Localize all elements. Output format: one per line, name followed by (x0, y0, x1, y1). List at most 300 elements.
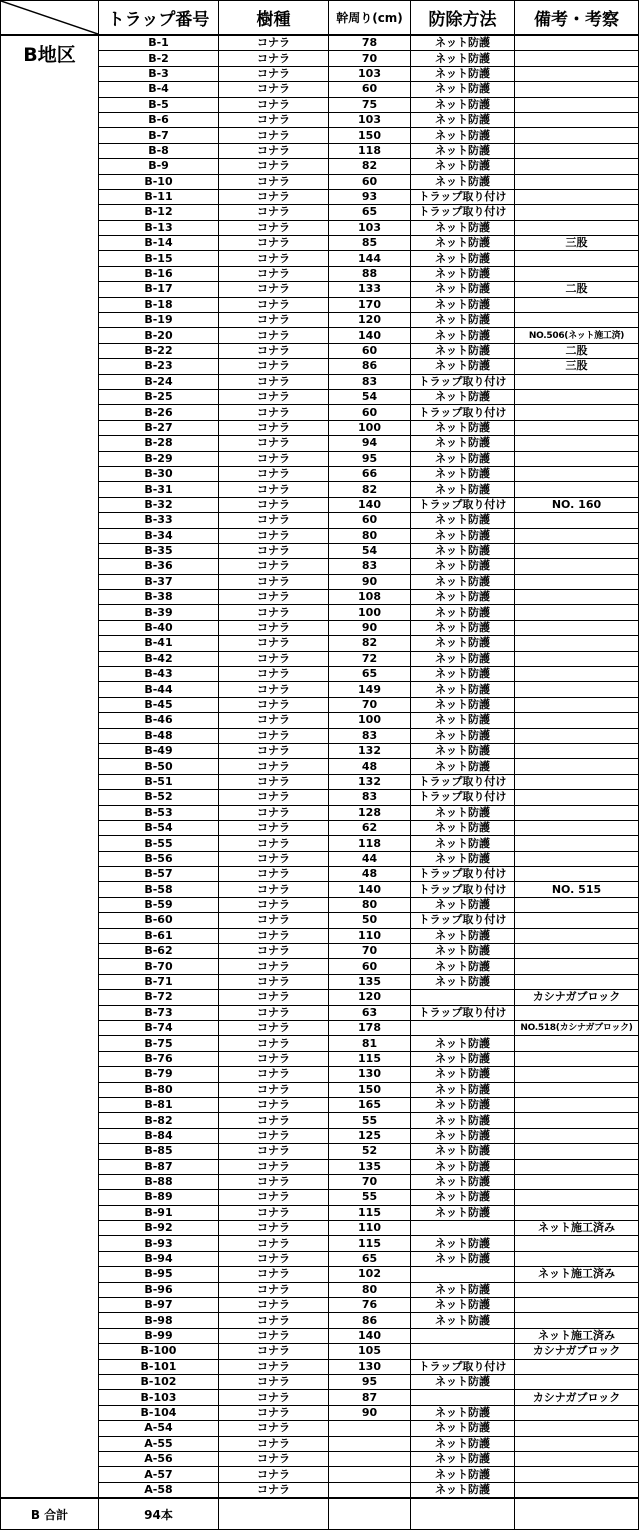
header-row (1, 1, 639, 36)
trunk-girth-cell: 120 (329, 313, 411, 328)
remarks-cell (515, 590, 639, 605)
trunk-girth-cell (329, 1436, 411, 1451)
trap-number-cell: B-18 (99, 297, 219, 312)
tree-species-cell: コナラ (219, 1374, 329, 1389)
trunk-girth-cell: 130 (329, 1067, 411, 1082)
control-method-cell: ネット防護 (411, 1113, 515, 1128)
trap-number-cell: B-100 (99, 1344, 219, 1359)
trap-number-cell: B-13 (99, 220, 219, 235)
tree-species-cell: コナラ (219, 1421, 329, 1436)
trunk-girth-cell: 75 (329, 97, 411, 112)
remarks-cell (515, 928, 639, 943)
tree-species-cell: コナラ (219, 590, 329, 605)
trunk-girth-cell: 70 (329, 697, 411, 712)
remarks-cell: カシナガブロック (515, 1344, 639, 1359)
control-method-cell (411, 1267, 515, 1282)
trunk-girth-cell: 110 (329, 928, 411, 943)
control-method-cell: ネット防護 (411, 389, 515, 404)
tree-species-cell: コナラ (219, 1051, 329, 1066)
control-method-cell: ネット防護 (411, 1036, 515, 1051)
control-method-cell: ネット防護 (411, 313, 515, 328)
tree-species-cell: コナラ (219, 66, 329, 81)
trap-number-cell: A-58 (99, 1482, 219, 1498)
trunk-girth-cell: 103 (329, 66, 411, 81)
total-count: 94本 (99, 1498, 219, 1530)
tree-species-cell: コナラ (219, 51, 329, 66)
control-method-cell: トラップ取り付け (411, 867, 515, 882)
tree-species-cell: コナラ (219, 651, 329, 666)
control-method-cell: トラップ取り付け (411, 913, 515, 928)
tree-species-cell: コナラ (219, 1159, 329, 1174)
tree-species-cell: コナラ (219, 1313, 329, 1328)
remarks-cell (515, 1282, 639, 1297)
remarks-cell: カシナガブロック (515, 990, 639, 1005)
trunk-girth-cell: 48 (329, 867, 411, 882)
total-empty-cell (411, 1498, 515, 1530)
remarks-cell (515, 35, 639, 51)
trunk-girth-cell: 80 (329, 528, 411, 543)
control-method-cell: ネット防護 (411, 559, 515, 574)
trunk-girth-cell: 83 (329, 559, 411, 574)
tree-species-cell: コナラ (219, 1328, 329, 1343)
remarks-cell (515, 1298, 639, 1313)
control-method-cell: ネット防護 (411, 928, 515, 943)
remarks-cell (515, 66, 639, 81)
control-method-cell: ネット防護 (411, 1482, 515, 1498)
control-method-cell: トラップ取り付け (411, 882, 515, 897)
trap-number-cell: B-59 (99, 897, 219, 912)
trunk-girth-cell: 80 (329, 897, 411, 912)
trunk-girth-cell: 55 (329, 1113, 411, 1128)
trunk-girth-cell (329, 1451, 411, 1466)
trap-number-cell: A-54 (99, 1421, 219, 1436)
remarks-cell (515, 1421, 639, 1436)
trunk-girth-cell: 105 (329, 1344, 411, 1359)
trunk-girth-cell: 100 (329, 713, 411, 728)
trunk-girth-cell: 108 (329, 590, 411, 605)
control-method-cell: ネット防護 (411, 574, 515, 589)
control-method-cell: ネット防護 (411, 759, 515, 774)
tree-species-cell: コナラ (219, 759, 329, 774)
trunk-girth-cell: 78 (329, 35, 411, 51)
remarks-cell (515, 667, 639, 682)
trunk-girth-cell: 87 (329, 1390, 411, 1405)
trap-number-cell: B-3 (99, 66, 219, 81)
trap-number-cell: B-9 (99, 159, 219, 174)
tree-species-cell: コナラ (219, 220, 329, 235)
remarks-cell (515, 1174, 639, 1189)
trap-number-cell: B-60 (99, 913, 219, 928)
trunk-girth-cell: 54 (329, 543, 411, 558)
remarks-cell (515, 1205, 639, 1220)
trunk-girth-cell (329, 1482, 411, 1498)
trunk-girth-cell: 66 (329, 466, 411, 481)
control-method-cell: ネット防護 (411, 451, 515, 466)
trap-number-cell: B-33 (99, 513, 219, 528)
trap-number-cell: B-96 (99, 1282, 219, 1297)
table-body (1, 35, 639, 1498)
remarks-cell (515, 543, 639, 558)
tree-species-cell: コナラ (219, 528, 329, 543)
control-method-cell: ネット防護 (411, 805, 515, 820)
tree-species-cell: コナラ (219, 436, 329, 451)
tree-species-cell: コナラ (219, 1005, 329, 1020)
trunk-girth-cell: 60 (329, 513, 411, 528)
trunk-girth-cell: 60 (329, 343, 411, 358)
remarks-cell (515, 82, 639, 97)
control-method-cell: ネット防護 (411, 266, 515, 281)
tree-species-cell: コナラ (219, 313, 329, 328)
trunk-girth-cell: 82 (329, 636, 411, 651)
trap-number-cell: B-97 (99, 1298, 219, 1313)
trunk-girth-cell: 118 (329, 143, 411, 158)
trap-number-cell: B-24 (99, 374, 219, 389)
tree-species-cell: コナラ (219, 928, 329, 943)
remarks-cell (515, 313, 639, 328)
trap-number-cell: B-99 (99, 1328, 219, 1343)
tree-species-cell: コナラ (219, 1405, 329, 1420)
trap-number-cell: B-93 (99, 1236, 219, 1251)
trunk-girth-cell: 90 (329, 620, 411, 635)
tree-species-cell: コナラ (219, 636, 329, 651)
tree-species-cell: コナラ (219, 1174, 329, 1189)
remarks-cell (515, 774, 639, 789)
trunk-girth-cell: 115 (329, 1236, 411, 1251)
tree-species-cell: コナラ (219, 35, 329, 51)
remarks-cell (515, 513, 639, 528)
remarks-cell (515, 405, 639, 420)
trunk-girth-cell: 149 (329, 682, 411, 697)
remarks-cell (515, 836, 639, 851)
tree-species-cell: コナラ (219, 1390, 329, 1405)
trap-number-cell: B-74 (99, 1021, 219, 1036)
remarks-cell (515, 959, 639, 974)
trunk-girth-cell: 81 (329, 1036, 411, 1051)
remarks-cell (515, 1036, 639, 1051)
trunk-girth-cell: 54 (329, 389, 411, 404)
remarks-cell: 三股 (515, 236, 639, 251)
control-method-cell: ネット防護 (411, 66, 515, 81)
trunk-girth-cell: 100 (329, 420, 411, 435)
trap-number-cell: B-55 (99, 836, 219, 851)
trap-number-cell: B-28 (99, 436, 219, 451)
trunk-girth-cell: 170 (329, 297, 411, 312)
trap-number-cell: B-36 (99, 559, 219, 574)
tree-species-cell: コナラ (219, 236, 329, 251)
trap-number-cell: B-71 (99, 974, 219, 989)
trap-number-cell: B-62 (99, 944, 219, 959)
trunk-girth-cell: 133 (329, 282, 411, 297)
control-method-cell: ネット防護 (411, 697, 515, 712)
remarks-cell (515, 759, 639, 774)
remarks-cell: NO. 515 (515, 882, 639, 897)
remarks-cell (515, 620, 639, 635)
tree-species-cell: コナラ (219, 743, 329, 758)
remarks-cell (515, 1482, 639, 1498)
tree-species-cell: コナラ (219, 620, 329, 635)
header-trunk-girth: 幹周り(cm) (329, 1, 411, 36)
trap-number-cell: B-76 (99, 1051, 219, 1066)
tree-species-cell: コナラ (219, 205, 329, 220)
remarks-cell (515, 1159, 639, 1174)
remarks-cell (515, 805, 639, 820)
remarks-cell (515, 1113, 639, 1128)
trunk-girth-cell: 118 (329, 836, 411, 851)
trap-number-cell: B-80 (99, 1082, 219, 1097)
tree-species-cell: コナラ (219, 405, 329, 420)
control-method-cell: ネット防護 (411, 1097, 515, 1112)
control-method-cell (411, 1221, 515, 1236)
tree-species-cell: コナラ (219, 944, 329, 959)
trunk-girth-cell: 150 (329, 1082, 411, 1097)
control-method-cell: ネット防護 (411, 1159, 515, 1174)
trap-number-cell: B-103 (99, 1390, 219, 1405)
tree-species-cell: コナラ (219, 513, 329, 528)
trap-number-cell: B-50 (99, 759, 219, 774)
tree-species-cell: コナラ (219, 774, 329, 789)
tree-species-cell: コナラ (219, 297, 329, 312)
control-method-cell: ネット防護 (411, 620, 515, 635)
tree-species-cell: コナラ (219, 128, 329, 143)
trunk-girth-cell: 132 (329, 743, 411, 758)
trap-number-cell: B-73 (99, 1005, 219, 1020)
remarks-cell (515, 1236, 639, 1251)
tree-species-cell: コナラ (219, 266, 329, 281)
trunk-girth-cell: 60 (329, 82, 411, 97)
control-method-cell: トラップ取り付け (411, 374, 515, 389)
trap-number-cell: B-41 (99, 636, 219, 651)
tree-species-cell: コナラ (219, 143, 329, 158)
tree-species-cell: コナラ (219, 897, 329, 912)
trap-number-cell: B-40 (99, 620, 219, 635)
control-method-cell: ネット防護 (411, 51, 515, 66)
control-method-cell (411, 1328, 515, 1343)
control-method-cell: ネット防護 (411, 1144, 515, 1159)
control-method-cell: ネット防護 (411, 1467, 515, 1482)
tree-species-cell: コナラ (219, 974, 329, 989)
control-method-cell: トラップ取り付け (411, 205, 515, 220)
tree-species-cell: コナラ (219, 1436, 329, 1451)
control-method-cell: ネット防護 (411, 482, 515, 497)
control-method-cell (411, 1021, 515, 1036)
control-method-cell: ネット防護 (411, 1282, 515, 1297)
control-method-cell: ネット防護 (411, 128, 515, 143)
trap-number-cell: B-26 (99, 405, 219, 420)
tree-species-cell: コナラ (219, 913, 329, 928)
control-method-cell: ネット防護 (411, 1082, 515, 1097)
control-method-cell: ネット防護 (411, 35, 515, 51)
control-method-cell: ネット防護 (411, 682, 515, 697)
tree-species-cell: コナラ (219, 1144, 329, 1159)
tree-species-cell: コナラ (219, 559, 329, 574)
tree-species-cell: コナラ (219, 359, 329, 374)
trunk-girth-cell: 65 (329, 205, 411, 220)
trunk-girth-cell: 86 (329, 359, 411, 374)
remarks-cell (515, 1251, 639, 1266)
control-method-cell: ネット防護 (411, 1436, 515, 1451)
table-row (1, 35, 639, 51)
remarks-cell (515, 728, 639, 743)
trap-number-cell: B-98 (99, 1313, 219, 1328)
remarks-cell (515, 112, 639, 127)
trunk-girth-cell: 62 (329, 820, 411, 835)
remarks-cell (515, 944, 639, 959)
tree-species-cell: コナラ (219, 466, 329, 481)
remarks-cell: 二股 (515, 282, 639, 297)
trap-number-cell: B-39 (99, 605, 219, 620)
trap-number-cell: B-34 (99, 528, 219, 543)
trap-number-cell: B-29 (99, 451, 219, 466)
remarks-cell (515, 466, 639, 481)
tree-species-cell: コナラ (219, 451, 329, 466)
trap-number-cell: B-8 (99, 143, 219, 158)
trunk-girth-cell: 83 (329, 374, 411, 389)
tree-species-cell: コナラ (219, 374, 329, 389)
control-method-cell: ネット防護 (411, 528, 515, 543)
remarks-cell (515, 651, 639, 666)
tree-species-cell: コナラ (219, 1082, 329, 1097)
trunk-girth-cell: 85 (329, 236, 411, 251)
trap-number-cell: B-11 (99, 189, 219, 204)
tree-species-cell: コナラ (219, 1344, 329, 1359)
tree-species-cell: コナラ (219, 282, 329, 297)
tree-species-cell: コナラ (219, 1267, 329, 1282)
trunk-girth-cell: 140 (329, 328, 411, 343)
tree-species-cell: コナラ (219, 805, 329, 820)
trunk-girth-cell: 100 (329, 605, 411, 620)
header-control-method: 防除方法 (411, 1, 515, 36)
tree-species-cell: コナラ (219, 97, 329, 112)
trap-number-cell: B-94 (99, 1251, 219, 1266)
trunk-girth-cell: 60 (329, 174, 411, 189)
tree-species-cell: コナラ (219, 1236, 329, 1251)
remarks-cell (515, 897, 639, 912)
trap-number-cell: B-49 (99, 743, 219, 758)
tree-species-cell: コナラ (219, 605, 329, 620)
trap-number-cell: B-104 (99, 1405, 219, 1420)
trap-number-cell: B-56 (99, 851, 219, 866)
trap-number-cell: B-70 (99, 959, 219, 974)
control-method-cell: ネット防護 (411, 1051, 515, 1066)
trap-number-cell: B-82 (99, 1113, 219, 1128)
control-method-cell: ネット防護 (411, 297, 515, 312)
trunk-girth-cell: 60 (329, 959, 411, 974)
trap-number-cell: B-61 (99, 928, 219, 943)
tree-species-cell: コナラ (219, 959, 329, 974)
remarks-cell (515, 1436, 639, 1451)
tree-species-cell: コナラ (219, 728, 329, 743)
trunk-girth-cell: 110 (329, 1221, 411, 1236)
control-method-cell: ネット防護 (411, 251, 515, 266)
total-empty-cell (219, 1498, 329, 1530)
trap-number-cell: B-6 (99, 112, 219, 127)
trap-number-cell: B-101 (99, 1359, 219, 1374)
tree-species-cell: コナラ (219, 82, 329, 97)
trunk-girth-cell: 80 (329, 1282, 411, 1297)
trunk-girth-cell: 102 (329, 1267, 411, 1282)
trunk-girth-cell: 130 (329, 1359, 411, 1374)
trunk-girth-cell: 65 (329, 667, 411, 682)
trap-number-cell: B-72 (99, 990, 219, 1005)
control-method-cell: ネット防護 (411, 1236, 515, 1251)
trunk-girth-cell: 50 (329, 913, 411, 928)
tree-species-cell: コナラ (219, 990, 329, 1005)
area-label: B地区 (1, 35, 99, 1498)
trunk-girth-cell: 144 (329, 251, 411, 266)
trap-number-cell: B-1 (99, 35, 219, 51)
control-method-cell: ネット防護 (411, 851, 515, 866)
trap-number-cell: B-45 (99, 697, 219, 712)
trunk-girth-cell: 95 (329, 451, 411, 466)
remarks-cell (515, 574, 639, 589)
trunk-girth-cell: 52 (329, 1144, 411, 1159)
control-method-cell: ネット防護 (411, 1174, 515, 1189)
trunk-girth-cell: 165 (329, 1097, 411, 1112)
trap-number-cell: B-25 (99, 389, 219, 404)
remarks-cell (515, 1467, 639, 1482)
tree-species-cell: コナラ (219, 343, 329, 358)
remarks-cell: NO. 160 (515, 497, 639, 512)
remarks-cell (515, 697, 639, 712)
trunk-girth-cell: 55 (329, 1190, 411, 1205)
trunk-girth-cell: 103 (329, 112, 411, 127)
trunk-girth-cell: 70 (329, 51, 411, 66)
remarks-cell (515, 605, 639, 620)
trunk-girth-cell: 86 (329, 1313, 411, 1328)
trap-number-cell: A-56 (99, 1451, 219, 1466)
remarks-cell (515, 159, 639, 174)
remarks-cell (515, 1374, 639, 1389)
trunk-girth-cell: 135 (329, 974, 411, 989)
tree-species-cell: コナラ (219, 697, 329, 712)
trap-number-cell: B-95 (99, 1267, 219, 1282)
trap-number-cell: B-51 (99, 774, 219, 789)
control-method-cell (411, 1390, 515, 1405)
trap-number-cell: B-57 (99, 867, 219, 882)
tree-species-cell: コナラ (219, 189, 329, 204)
tree-species-cell: コナラ (219, 112, 329, 127)
remarks-cell: ネット施工済み (515, 1267, 639, 1282)
trap-number-cell: B-42 (99, 651, 219, 666)
remarks-cell (515, 713, 639, 728)
trap-number-cell: B-2 (99, 51, 219, 66)
trap-number-cell: A-57 (99, 1467, 219, 1482)
trunk-girth-cell: 48 (329, 759, 411, 774)
trap-number-cell: B-16 (99, 266, 219, 281)
remarks-cell (515, 436, 639, 451)
control-method-cell: ネット防護 (411, 466, 515, 481)
control-method-cell: ネット防護 (411, 236, 515, 251)
trunk-girth-cell: 128 (329, 805, 411, 820)
trunk-girth-cell: 150 (329, 128, 411, 143)
control-method-cell: ネット防護 (411, 359, 515, 374)
control-method-cell: ネット防護 (411, 743, 515, 758)
trunk-girth-cell: 63 (329, 1005, 411, 1020)
tree-species-cell: コナラ (219, 251, 329, 266)
trap-number-cell: B-17 (99, 282, 219, 297)
trunk-girth-cell: 115 (329, 1205, 411, 1220)
remarks-cell (515, 374, 639, 389)
remarks-cell: ネット施工済み (515, 1221, 639, 1236)
header-remarks: 備考・考察 (515, 1, 639, 36)
tree-species-cell: コナラ (219, 389, 329, 404)
remarks-cell (515, 1405, 639, 1420)
tree-species-cell: コナラ (219, 1036, 329, 1051)
trap-number-cell: B-20 (99, 328, 219, 343)
tree-species-cell: コナラ (219, 790, 329, 805)
trunk-girth-cell: 90 (329, 574, 411, 589)
control-method-cell: ネット防護 (411, 1190, 515, 1205)
